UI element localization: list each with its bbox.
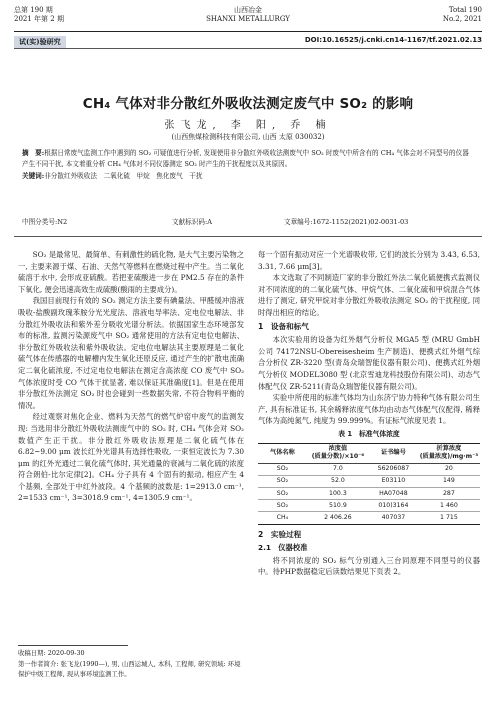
table-cell: 010)3164 (378, 501, 409, 509)
body-right-column (258, 249, 480, 578)
table-header-row (258, 443, 480, 463)
table-row (258, 488, 480, 500)
section-heading: 1 设备和标气 (258, 321, 309, 331)
table-cell: S6206087 (377, 465, 410, 473)
body-paragraph: 将不同浓度的 SO₂ 标气分别通入三台同原理不同型号的仪器中。待PHP数据稳定后读数结果见下页表 2。 (258, 555, 480, 577)
affiliation: (山西焦煤检测科技有限公司, 山西 太原 030032) (171, 133, 325, 141)
abstract-rule (14, 236, 482, 237)
table-cell: 20 (444, 465, 453, 473)
subsection-heading: 2.1 仪器校准 (258, 543, 308, 553)
body-paragraph: 每一个固有振动对应一个光谱吸收带, 它们的波长分别为 3.43, 6.53, 3.31, 7.66 μm[3]。 (258, 250, 480, 271)
table-cell: 149 (443, 477, 455, 485)
table-cell: 100.3 (329, 489, 347, 497)
table-cell: 1 460 (440, 501, 458, 509)
running-header (14, 6, 482, 32)
body-left-column (18, 249, 244, 504)
author-bio: 第一作者简介: 张飞龙(1990—), 男, 山西运城人, 本科, 工程师, 研究领域: 环境保护中级工程师, 现从事环境监测工作。 (18, 659, 241, 678)
table-header-cell: 气体名称 (270, 449, 295, 457)
table-cell: 7.0 (332, 465, 343, 473)
table-row (258, 475, 480, 487)
article-meta (22, 216, 474, 226)
table-cell: CH₄ (276, 514, 289, 522)
body-paragraph: SO₂ 是最常见、最简单、有刺激性的硫化物, 是大气主要污染物之一, 主要来源于煤、石油、天然气等燃料在燃烧过程中产生。当二氧化硫溶于水中, 会形成亚硫酸。若把亚硫酸进一步在 PM2.5 存在的条件下氧化, 便会迅速高效生成硫酸(酸雨的主要成分)。 (18, 250, 244, 294)
table-header-cell: 折算浓度 (质量浓度)/mg·m⁻³ (419, 445, 479, 461)
keywords (22, 171, 474, 182)
doi: DOI:10.16525/j.cnki.cn14-1167/tf.2021.02.13 (304, 36, 482, 44)
keywords-label: 关键词: (22, 171, 45, 180)
authors: 张飞龙, 李 阳, 乔 楠 (164, 120, 332, 131)
issue-info-right (443, 6, 482, 24)
issue-year: 2021 年第 2 期 (14, 15, 64, 23)
journal-name (14, 6, 482, 24)
table-row (258, 512, 480, 524)
table-cell: 52.0 (331, 477, 345, 485)
table-cell: HA07048 (379, 489, 408, 497)
abstract-label: 摘 要: (22, 149, 45, 157)
paper-title: CH₄ 气体对非分散红外吸收法测定废气中 SO₂ 的影响 (82, 96, 414, 112)
table-row (258, 463, 480, 475)
issue-number-en: No.2, 2021 (442, 15, 482, 23)
table-header-cell: 证书编号 (381, 449, 406, 457)
section-heading: 2 实验过程 (258, 529, 302, 539)
journal-name-cn: 山西冶金 (234, 6, 262, 14)
standard-gas-table (258, 443, 480, 525)
abstract-paragraph (22, 148, 474, 171)
table-cell: 1 715 (440, 514, 458, 522)
keywords-text: 非分散红外吸收法 二氧化硫 甲烷 焦化废气 干扰 (44, 171, 203, 180)
body-paragraph: 实验中所使用的标准气体均为山东济宁协力特种气体有限公司生产, 具有标准证书, 其余稀释浓度气体均由动态气体配气仪配得, 稀释气体为高纯氮气, 纯度为 99.999%。有证标气浓度见表 1。 (258, 393, 480, 426)
doi-rule (14, 48, 482, 49)
table-cell: SO₂ (276, 465, 289, 473)
table-caption: 表 1 标准气体浓度 (338, 429, 400, 438)
table-cell: 287 (443, 489, 455, 497)
body-paragraph: 经过观察对焦化企业、燃料为天然气的燃气炉窑中废气的监测发现: 当选用非分散红外吸收法测废气中的 SO₂ 时, CH₄ 气体会对 SO₂ 数值产生正干扰。非分散红外吸收法原理是二氧化硫气体在 6.82~9.00 μm 波长红外光谱具有选择性吸收, 一束恒定波长为 7.30 μm 的红外光通过二氧化硫气体时, 其光通量的衰减与二氧化硫的浓度符合朗伯-比尔定律[2]。CH₄ 分子具有 4 个固有的振动, 相应产生 4 个基频, 全部处于中红外波段。4 个基频的波数是: 1=2913.0 cm⁻¹, 2=1533 cm⁻¹, 3=3018.9 cm⁻¹, 4=1305.9 cm⁻¹。 (18, 412, 244, 503)
footnote (18, 648, 244, 680)
table-cell: 2 406.26 (324, 514, 352, 522)
body-paragraph: 我国目前现行有效的 SO₂ 测定方法主要有碘量法、甲醛缓冲溶液吸收-盐酸副玫瑰苯胺分光光度法、溶液电导率法、定电位电解法、非分散红外吸收法和紫外差分吸收光谱分析法。依据国家生态环境部发布的标准, 监测污染源废气中 SO₂ 通常使用的方法有定电位电解法、非分散红外吸收法和紫外吸收法。定电位电解法其主要原理是二氧化硫气体在传感器的电解槽内发生氧化还原反应, 通过产生的扩散电流确定二氧化硫浓度, 不过定电位电解法在测定含高浓度 CO 废气中 SO₂ 气体浓度时受 CO 气体干扰显著, 难以保证其准确度[1]。但是在使用非分散红外法测定 SO₂ 时也会碰到一些数据失常, 不符合物料平衡的情况。 (18, 296, 244, 410)
section-tag: 试(实)验研究 (14, 36, 66, 48)
abstract-text: 根据日常废气监测工作中遇到的 SO₂ 可疑值进行分析, 发现使用非分散红外吸收法测废气中 SO₂ 时废气中所含有的 CH₄ 气体会对不同型号的仪器产生不同干扰, 本文着重分析 CH₄ 气体对不同仪器测定 SO₂ 时产生的干扰程度以及其原因。 (22, 149, 469, 169)
issue-total-en: Total 190 (448, 6, 482, 14)
table-cell: SO₂ (276, 477, 289, 485)
received-date: 收稿日期: 2020-09-30 (18, 649, 85, 657)
table-cell: 407037 (381, 514, 406, 522)
header-rule (14, 31, 482, 32)
body-paragraph: 本次实验用的设备为红外烟气分析仪 MGA5 型 (MRU GmbH 公司 74172NSU-Obereisesheim 生产制造)、便携式红外烟气综合分析仪 ZR-3220 型(青岛众瑞智能仪器有限公司)、便携式红外烟气分析仪 MODEL3080 型 (北京雪迪龙科技股份有限公司)、动态气体配气仪 ZR-5211(青岛众瑞智能仪器有限公司)。 (258, 335, 480, 391)
footnote-rule (18, 645, 128, 646)
table-header-cell: 浓度值 (质量分数)/×10⁻⁶ (311, 445, 365, 461)
table-row (258, 500, 480, 512)
article-number: 文章编号:1672-1152(2021)02-0031-03 (284, 218, 409, 226)
doc-code: 文献标识码:A (172, 218, 212, 226)
table-cell: SO₂ (276, 489, 289, 497)
clc-number: 中图分类号:N2 (22, 218, 68, 226)
journal-name-en: SHANXI METALLURGY (206, 15, 290, 23)
table-cell: SO₂ (276, 501, 289, 509)
abstract (22, 148, 474, 182)
table-cell: E03110 (381, 477, 406, 485)
issue-total: 总第 190 期 (14, 6, 53, 14)
body-paragraph: 本文选取了不同制造厂家的非分散红外法二氧化硫便携式监测仪对不同浓度的的二氧化硫气体、甲烷气体、二氧化硫和甲烷混合气体进行了测定, 研究甲烷对非分散红外吸收法测定 SO₂ 的干扰程度, 同时得出相应的结论。 (258, 273, 480, 317)
table-cell: 510.9 (329, 501, 347, 509)
